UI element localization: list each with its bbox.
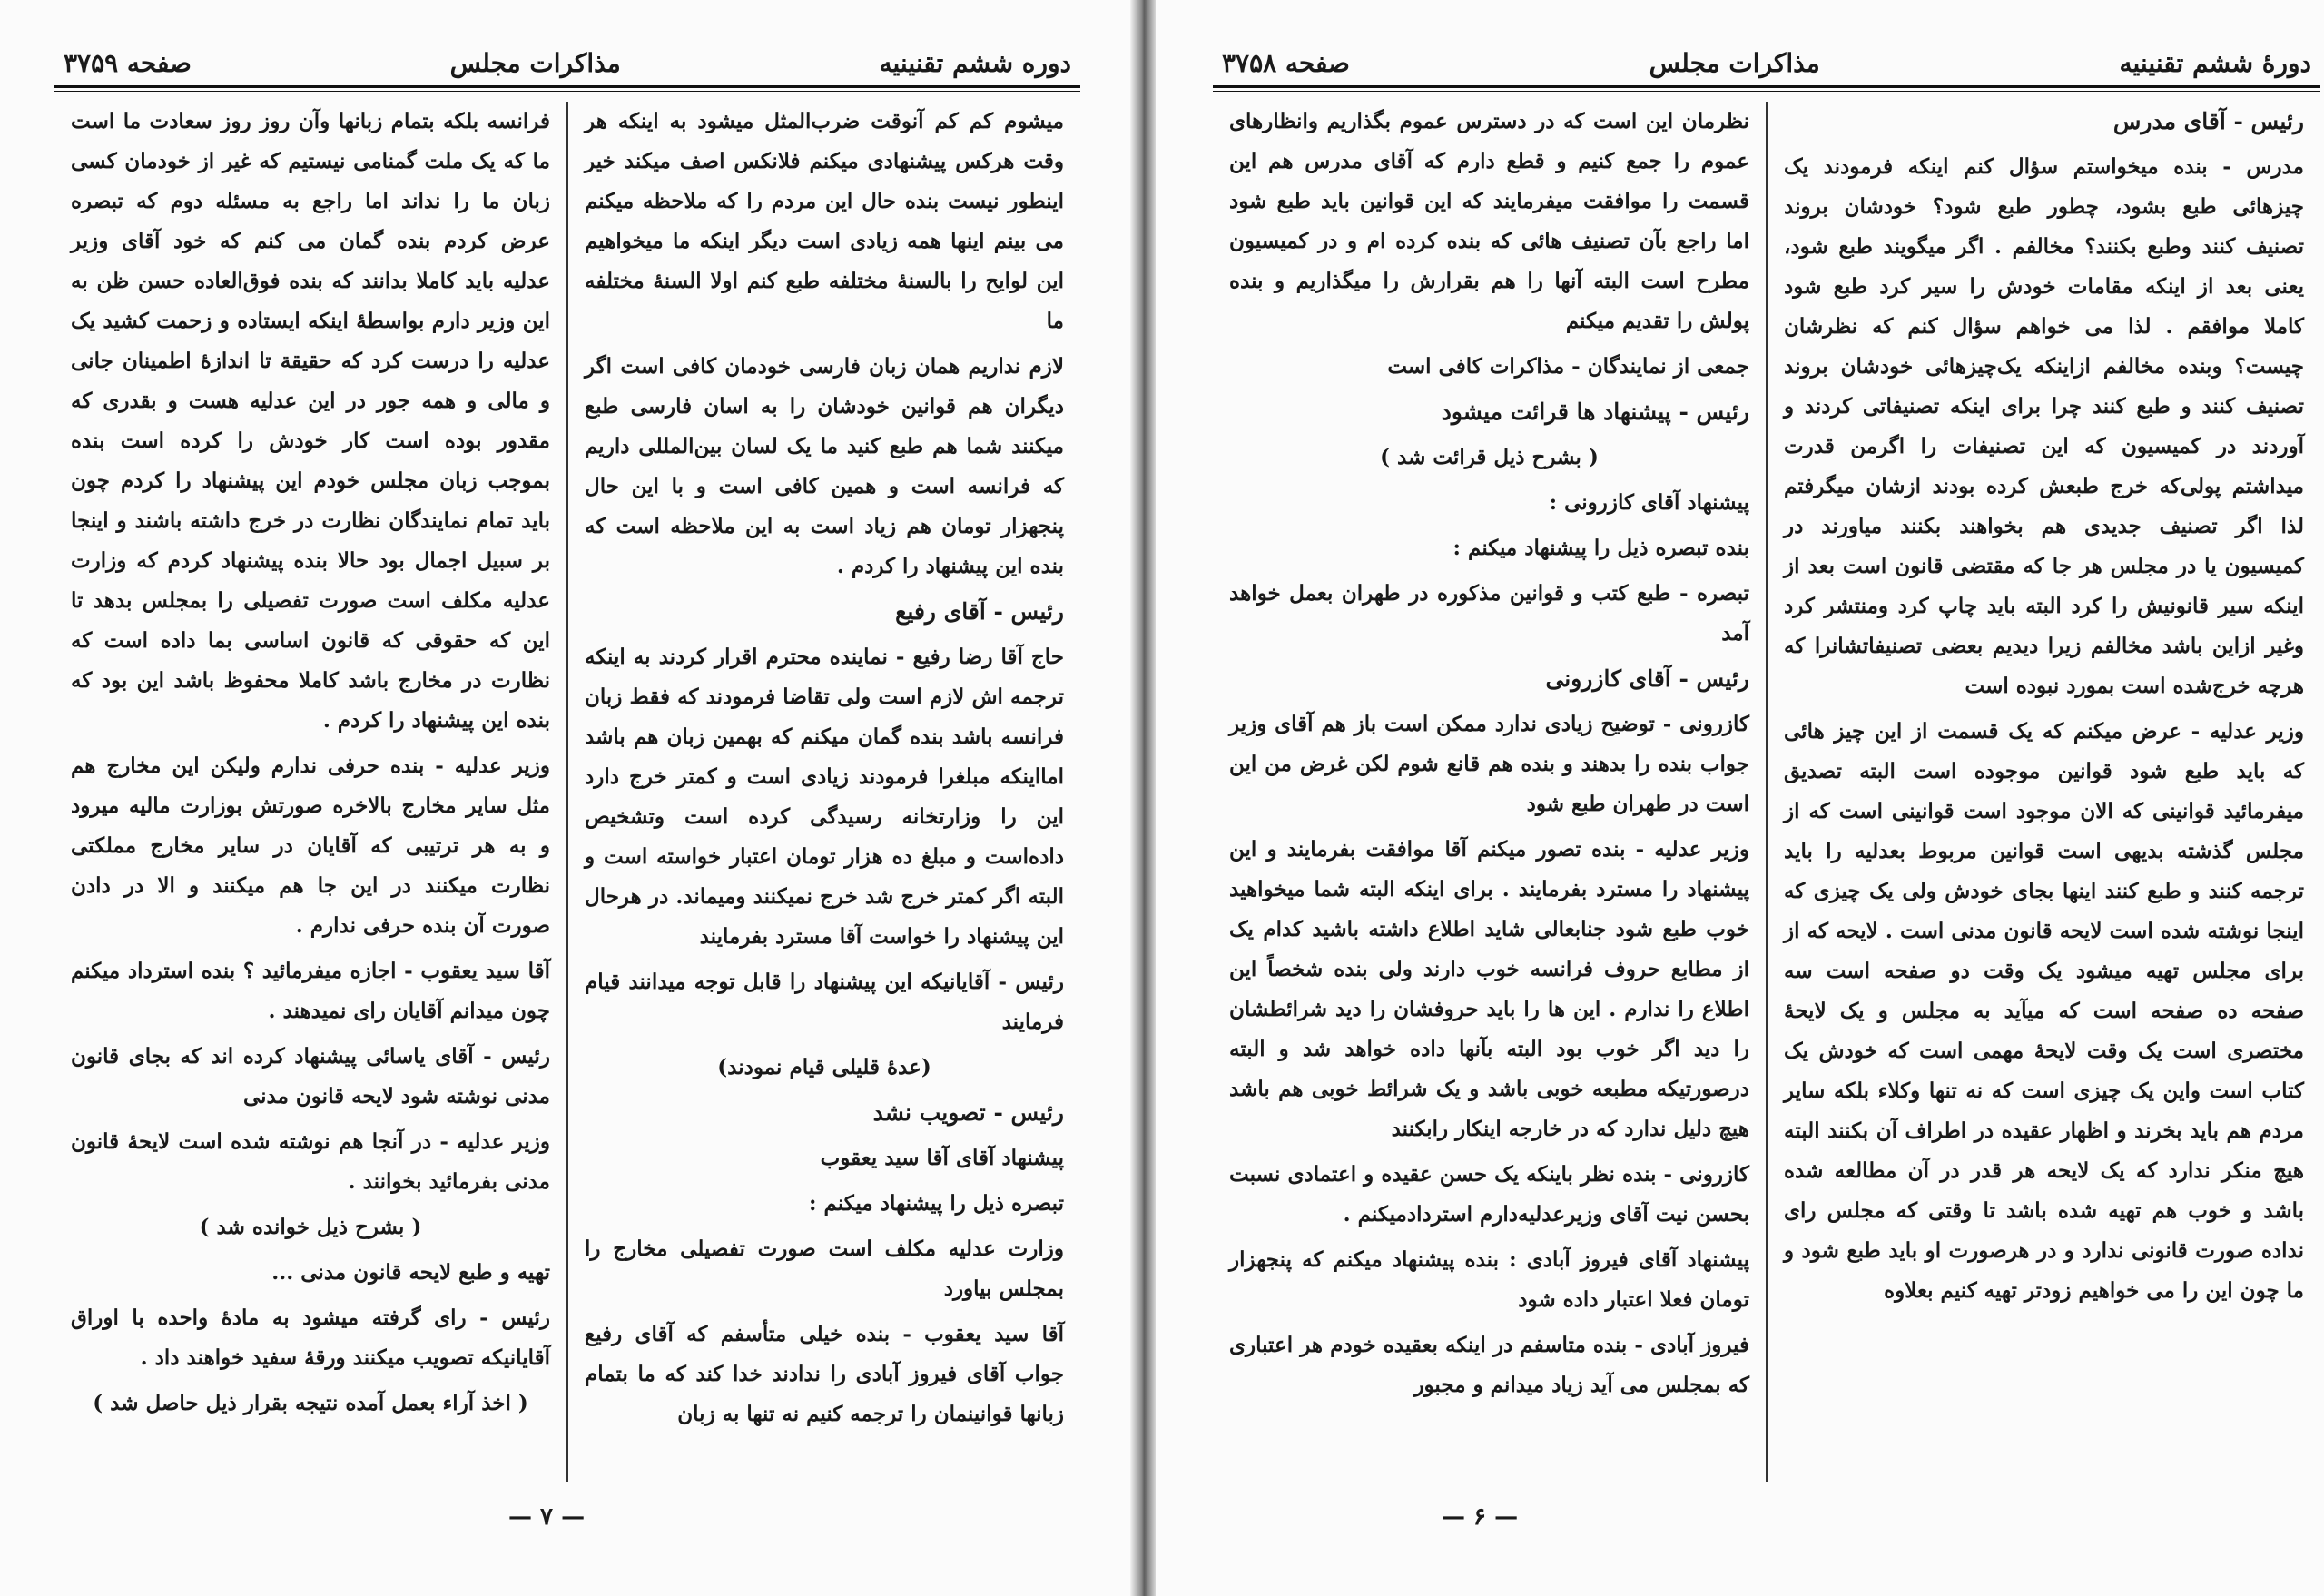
paragraph: جمعی از نمایندگان - مذاکرات کافی است [1387,354,1749,379]
paragraph: فیروز آبادی - بنده متاسفم در اینکه بعقیده خودم هر اعتباری که بمجلس می آید زیاد میدانم و مجبور [1229,1333,1749,1397]
left-header-rule [54,85,1080,92]
paragraph: تبصره - طبع کتب و قوانین مذکوره در طهران بعمل خواهد آمد [1229,581,1749,645]
paragraph: حاج آقا رضا رفیع - نماینده محترم اقرار کردند به اینکه ترجمه اش لازم است ولی تقاضا فرمودند که فقط زبان فرانسه باشد بنده گمان میکنم که بهمین زبان هم باشد امااینکه مبلغرا فرمودند زیادی است و کمتر خرج دارد این را وزارتخانه رسیدگی کرده است وتشخیص داده‌است و مبلغ ده هزار تومان اعتبار خواسته است و البته اگر کمتر خرج شد خرج نمیکنند ومیماند. در هرحال این پیشنهاد را خواست آقا مسترد بفرمایند [585,645,1064,949]
paragraph: وزیر عدلیه - در آنجا هم نوشته شده است لایحهٔ قانون مدنی بفرمائید بخوانند . [71,1129,550,1194]
right-page-header [1222,42,2311,84]
stage-direction: (عدهٔ قلیلی قیام نمودند) [717,1055,931,1079]
right-page [1169,25,2324,1569]
left-page [0,25,1118,1569]
proposal-title: پیشنهاد آقای کازرونی : [1549,490,1749,515]
right-header-title: مذاکرات مجلس [1649,47,1820,78]
speaker-heading: رئیس - پیشنهاد ها قرائت میشود [1441,399,1749,425]
paragraph: لازم نداریم همان زبان فارسی خودمان کافی است اگر دیگران هم قوانین خودشان را به اسان فارسی طبع میکنند شما هم طبع کنید ما یک لسان بین‌المللی داریم که فرانسه است و همین کافی است و با این حال پنجهزار تومان هم زیاد است به این ملاحظه است که بنده این پیشنهاد را کردم . [585,354,1064,578]
proposal-title: پیشنهاد آقای آقا سید یعقوب [820,1146,1064,1170]
right-page-footer-number: — ۶ — [1442,1503,1519,1531]
paragraph: وزارت عدلیه مکلف است صورت تفصیلی مخارج را بمجلس بیاورد [585,1236,1064,1301]
paragraph: وزیر عدلیه - بنده حرفی ندارم ولیکن این مخارج هم مثل سایر مخارج بالاخره صورتش بوزارت مالیه میرود و به هر ترتیبی که آقایان در سایر مخارج مملکتی نظارت میکنند در این جا هم میکنند و الا در دادن صورت آن بنده حرفی ندارم . [71,754,550,938]
right-page-columns [1213,102,2320,1482]
paragraph: آقا سید یعقوب - اجازه میفرمائید ؟ بنده استرداد میکنم چون میدانم آقایان رای نمیدهند . [71,959,550,1023]
left-header-title: مذاکرات مجلس [449,47,621,78]
left-page-header [64,42,1071,84]
stage-direction: ( بشرح ذیل قرائت شد ) [1380,445,1599,469]
paragraph: نظرمان این است که در دسترس عموم بگذاریم وانظارهای عموم را جمع کنیم و قطع دارم که آقای مدرس هم این قسمت را موافقت میفرمایند که این قوانین باید طبع شود اما راجع بآن تصنیف هائی که بنده کرده ام و در کمیسیون مطرح است البته آنها را هم بقرارش را میگذاریم و بنده پولش را تقدیم میکنم [1229,109,1749,333]
paragraph: وزیر عدلیه - عرض میکنم که یک قسمت از این چیز هائی که باید طبع شود قوانین موجوده است البته تصدیق میفرمائید قوانینی که الان موجود است قوانینی است که از مجلس گذشته بدیهی است قوانین مربوط بعدلیه را باید ترجمه کنند و طبع کنند اینها بجای خودش ولی یک چیزی که اینجا نوشته شده است لایحه قانون مدنی است . لایحه که از برای مجلس تهیه میشود یک وقت دو صفحه است سه صفحه ده صفحه است که میآید به مجلس و یک لایحهٔ مختصری است یک وقت لایحهٔ مهمی است که خودش یک کتاب است واین یک چیزی است که نه تنها وکلاء بلکه سایر مردم هم باید بخرند و اظهار عقیده در اطراف آن بکنند البته هیچ منکر ندارد که یک لایحه هر قدر در آن مطالعه شده باشد و خوب هم تهیه شده باشد تا وقتی که مجلس رای نداده صورت قانونی ندارد و در هرصورت او باید طبع شود و ما چون این را می خواهیم زودتر تهیه کنیم بعلاوه [1784,719,2304,1303]
stage-direction: ( بشرح ذیل خوانده شد ) [199,1215,422,1239]
paragraph: رئیس - آقایانیکه این پیشنهاد را قابل توجه میدانند قیام فرمایند [585,970,1064,1034]
speaker-heading: رئیس - آقای مدرس [2112,108,2304,134]
paragraph: کازرونی - توضیح زیادی ندارد ممکن است باز هم آقای وزیر جواب بنده را بدهند و بنده هم قانع شوم لکن غرض من این است در طهران طبع شود [1229,712,1749,816]
paragraph: تهیه و طبع لایحه قانون مدنی ... [271,1260,550,1285]
paragraph: میشوم کم کم آنوقت ضرب‌المثل میشود به اینکه هر وقت هرکس پیشنهادی میکنم فلانکس اصف میکند خیر اینطور نیست بنده حال این مردم را که ملاحظه میکنم می بینم اینها همه زیادی است دیگر اینکه ما میخواهیم این لوایح را بالسنهٔ مختلفه طبع کنم اولا السنهٔ مختلفه ما [585,109,1064,333]
left-page-left-column [54,102,566,1482]
left-header-page-number: صفحه ۳۷۵۹ [64,47,192,78]
left-page-right-column [568,102,1080,1482]
left-page-footer-number: — ۷ — [508,1503,586,1531]
right-page-left-column [1213,102,1766,1482]
paragraph: پیشنهاد آقای فیروز آبادی : بنده پیشنهاد میکنم که پنجهزار تومان فعلا اعتبار داده شود [1229,1247,1749,1312]
book-gutter [1130,0,1156,1596]
left-header-session: دوره ششم تقنینیه [879,47,1071,78]
paragraph: تبصره ذیل را پیشنهاد میکنم : [809,1191,1064,1216]
paragraph: وزیر عدلیه - بنده تصور میکنم آقا موافقت بفرمایند و این پیشنهاد را مسترد بفرمایند . برای اینکه البته شما میخواهید خوب طبع شود جنابعالی شاید اطلاع داشته باشید کدام یک از مطابع حروف فرانسه خوب دارند ولی بنده شخصاً این اطلاع را ندارم . این ها را باید حروفشان را دید شرائطشان را دید اگر خوب بود البته بآنها داده خواهد شد و البته درصورتیکه مطبعه خوبی باشد و یک شرائط خوبی هم باشد هیچ دلیل ندارد که در خارجه اینکار رابکنند [1229,837,1749,1141]
speaker-heading: رئیس - تصویب نشد [872,1099,1064,1126]
paragraph: بنده تبصره ذیل را پیشنهاد میکنم : [1452,536,1749,560]
left-page-columns [54,102,1080,1482]
paragraph: کازرونی - بنده نظر باینکه یک حسن عقیده و اعتمادی نسبت بحسن نیت آقای وزیرعدلیه‌دارم استرداد‌میکنم . [1229,1162,1750,1227]
right-header-page-number: صفحه ۳۷۵۸ [1222,47,1350,78]
paragraph: رئیس - رای گرفته میشود به مادهٔ واحده با اوراق آقایانیکه تصویب میکنند ورقهٔ سفید خواهند داد . [71,1305,550,1370]
right-header-rule [1213,85,2320,92]
paragraph: رئیس - آقای یاسائی پیشنهاد کرده اند که بجای قانون مدنی نوشته شود لایحه قانون مدنی [71,1044,550,1108]
right-header-session: دورهٔ ششم تقنینیه [2119,47,2311,78]
paragraph: فرانسه بلکه بتمام زبانها وآن روز روز سعادت ما است ما که یک ملت گمنامی نیستیم که غیر از خودمان کسی زبان ما را نداند اما راجع به مسئله دوم که تبصره عرض کردم بنده گمان می کنم که خود آقای وزیر عدلیه باید کاملا بدانند که بنده فوق‌العاده حسن ظن به این وزیر دارم بواسطهٔ اینکه ایستاده و زحمت کشید یک عدلیه را درست کرد که حقیقة تا اندازهٔ اطمینان جانی و مالی و همه جور در این عدلیه هست و بقدری که مقدور بوده است کار خودش را کرده است بنده بموجب زبان مجلس خودم این پیشنهاد را کردم چون باید تمام نمایندگان نظارت در خرج داشته باشند و اینجا بر سبیل اجمال بود حالا بنده پیشنهاد کردم که وزارت عدلیه مکلف است صورت تفصیلی را بمجلس بدهد تا این که حقوقی که قانون اساسی بما داده است که نظارت در مخارج باشد کاملا محفوظ باشد این بود که بنده این پیشنهاد را کردم . [71,109,550,733]
speaker-heading: رئیس - آقای کازرونی [1545,665,1749,692]
speaker-heading: رئیس - آقای رفیع [895,598,1064,625]
right-page-right-column [1768,102,2320,1482]
paragraph: آقا سید یعقوب - بنده خیلی متأسفم که آقای رفیع جواب آقای فیروز آبادی را ندادند خدا کند که ما بتمام زبانها قوانینمان را ترجمه کنیم نه تنها به زبان [585,1322,1064,1426]
paragraph: مدرس - بنده میخواستم سؤال کنم اینکه فرمودند یک چیزهائی طبع بشود، چطور طبع شود؟ خودشان بروند تصنیف کنند وطبع بکنند؟ مخالفم . اگر میگویند طبع شود، یعنی بعد از اینکه مقامات خودش را سیر کرد طبع شود کاملا موافقم . لذا می خواهم سؤال کنم که نظرشان چیست؟ وبنده مخالفم ازاینکه یک‌چیزهائی خودشان بروند تصنیف کنند و طبع کنند چرا برای اینکه تصنیفاتی کردند و آوردند در کمیسیون که این تصنیفات را اگرمن قدرت میداشتم پولی‌که خرج طبعش کرده بودند ازشان میگرفتم لذا اگر تصنیف جدیدی هم بخواهند بکنند میاورند در کمیسیون یا در مجلس هر جا که مقتضی قانون است بعد از اینکه سیر قانونیش را کرد البته باید چاپ کرد ومنتشر کرد وغیر ازاین باشد مخالفم زیرا دیدیم بعضی تصنیفاتشانرا که هرچه خرج‌شده است بمورد نبوده است [1784,154,2304,698]
stage-direction: ( اخذ آراء بعمل آمده نتیجه بقرار ذیل حاصل شد ) [93,1391,528,1415]
